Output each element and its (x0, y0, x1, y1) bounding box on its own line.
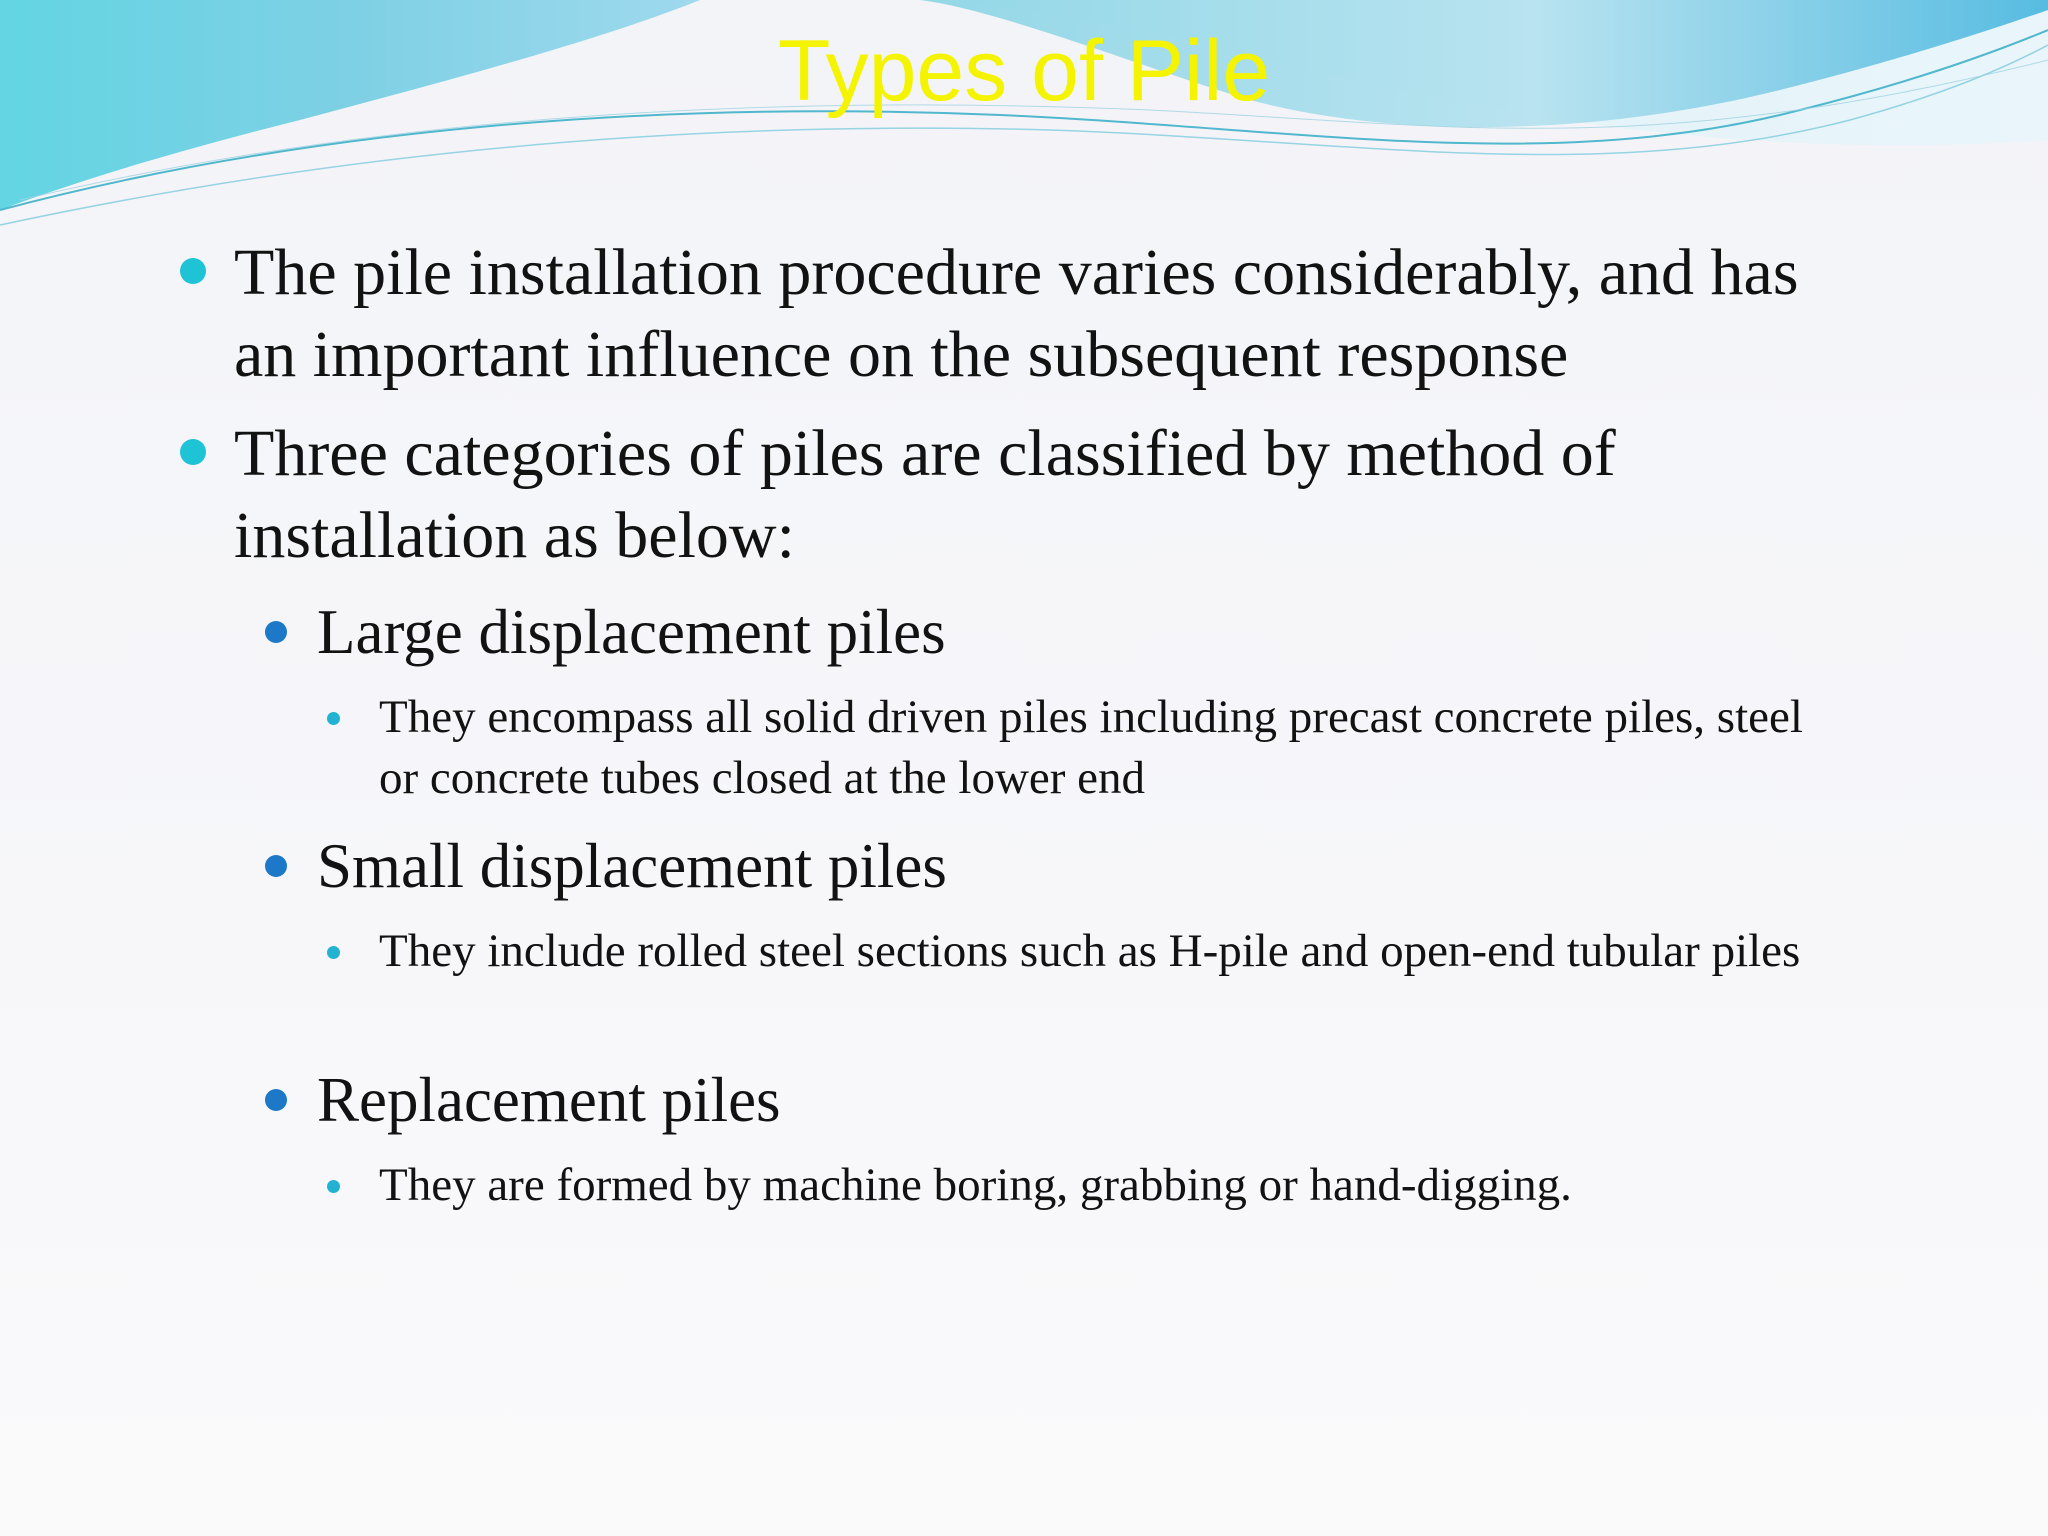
bullet-level2-text: Replacement piles (317, 1065, 781, 1135)
bullet-level3-text: They include rolled steel sections such as H-pile and open-end tubular piles (379, 925, 1801, 977)
bullet-level3-text: They are formed by machine boring, grabbing or hand-digging. (379, 1159, 1572, 1211)
bullet-level3-text: They encompass all solid driven piles including precast concrete piles, steel or concrete tubes closed at the lower end (379, 691, 1803, 804)
slide-title: Types of Pile (777, 23, 1271, 119)
bullet-level1-dot (180, 258, 206, 284)
bullet-level1-text: The pile installation procedure varies considerably, and has an important influence on the subsequent response (234, 236, 1799, 391)
bullet-level1-text: Three categories of piles are classified by method of installation as below: (234, 417, 1616, 572)
bullet-level1-dot (180, 439, 206, 465)
bullet-level2-text: Large displacement piles (317, 597, 946, 667)
bullet-level3-dot (327, 712, 340, 725)
bullet-level3-dot (327, 1180, 340, 1193)
bullet-level3-dot (327, 946, 340, 959)
bullet-level2-text: Small displacement piles (317, 831, 947, 901)
bullet-level2-dot (265, 1089, 287, 1111)
bullet-level2-dot (265, 621, 287, 643)
bullet-level2-dot (265, 855, 287, 877)
